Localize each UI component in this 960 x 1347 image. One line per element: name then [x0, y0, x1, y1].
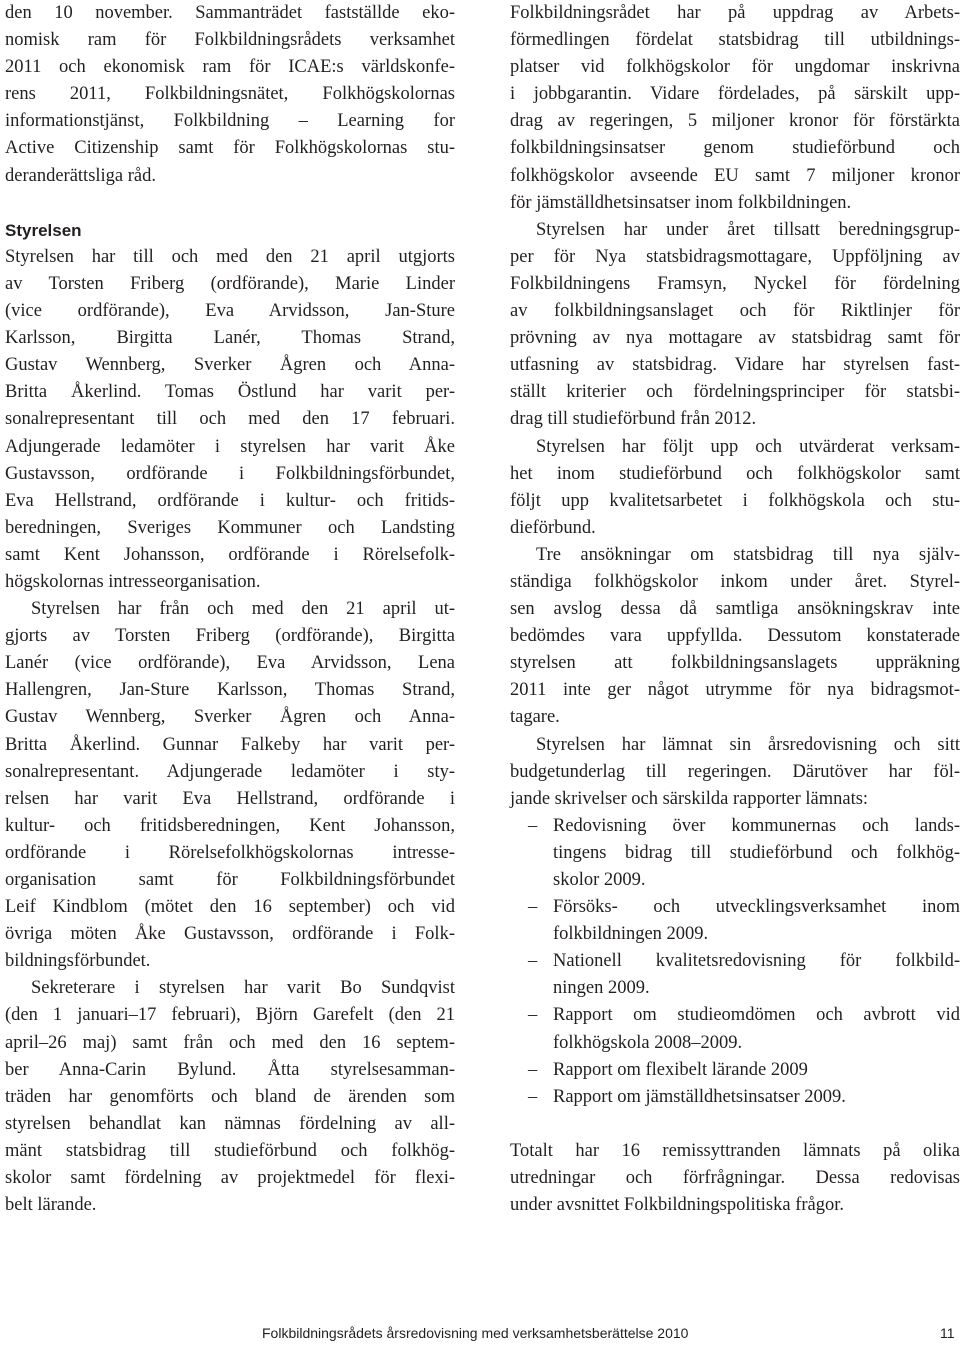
- text-line: tagare.: [510, 707, 560, 728]
- text-line: relsen har varit Eva Hellstrand, ordförande i: [5, 788, 455, 809]
- text-line: träden har genomförts och bland de ärenden som: [5, 1086, 455, 1107]
- text-line: Styrelsen har under året tillsatt beredningsgrup-: [536, 219, 960, 240]
- closing-paragraph: [510, 1138, 960, 1219]
- text-line: budgetunderlag till regeringen. Därutöver har föl-: [510, 761, 960, 782]
- text-line: drag till studieförbund från 2012.: [510, 409, 757, 430]
- text-line: dieförbund.: [510, 517, 596, 538]
- list-item: [510, 948, 960, 1002]
- text-line: prövning av nya mottagare av statsbidrag samt för: [510, 328, 960, 349]
- dash-bullet: –: [528, 897, 538, 918]
- dash-bullet: –: [528, 1086, 538, 1107]
- text-line: jande skrivelser och särskilda rapporter lämnats:: [510, 788, 869, 809]
- text-line: Adjungerade ledamöter i styrelsen har varit Åke: [5, 436, 455, 457]
- text-line: Styrelsen har lämnat sin årsredovisning och sitt: [536, 734, 960, 755]
- text-line: (den 1 januari–17 februari), Björn Garefelt (den 21: [5, 1005, 455, 1026]
- text-line: styrelsen behandlat kan nämnas fördelning av all-: [5, 1113, 455, 1134]
- text-line: gjorts av Torsten Friberg (ordförande), Birgitta: [5, 626, 455, 647]
- text-line: utfasning av statsbidrag. Vidare har styrelsen fast-: [510, 355, 960, 376]
- text-line: folkhögskolor avseende EU samt 7 miljoner kronor: [510, 165, 960, 186]
- list-item-text: skolor 2009.: [553, 870, 646, 890]
- text-line: följt upp kvalitetsarbetet i folkhögskola och stu-: [510, 490, 960, 511]
- text-line: högskolornas intresseorganisation.: [5, 571, 261, 592]
- text-line: samt Kent Johansson, ordförande i Rörelsefolk-: [5, 544, 455, 565]
- text-line: Leif Kindblom (mötet den 16 september) och vid: [5, 897, 455, 918]
- text-line: Sekreterare i styrelsen har varit Bo Sundqvist: [31, 978, 455, 999]
- text-line: Styrelsen har till och med den 21 april utgjorts: [5, 246, 455, 267]
- dash-bullet: –: [528, 1005, 538, 1026]
- left-column: [5, 0, 455, 1219]
- text-line: bildningsförbundet.: [5, 951, 151, 972]
- text-line: Lanér (vice ordförande), Eva Arvidsson, Lena: [5, 653, 455, 674]
- dash-bullet: –: [528, 951, 538, 972]
- board-paragraphs: [5, 244, 455, 1219]
- text-line: i jobbgarantin. Vidare fördelades, på särskilt upp-: [510, 84, 960, 105]
- text-line: rens 2011, Folkbildningsnätet, Folkhögskolornas: [5, 84, 455, 105]
- spacer: [5, 190, 455, 217]
- list-item-text: Rapport om flexibelt lärande 2009: [553, 1059, 808, 1080]
- text-line: ställt kriterier och fördelningsprinciper för statsbi-: [510, 382, 960, 403]
- list-item-text: Rapport om jämställdhetsinsatser 2009.: [553, 1086, 846, 1107]
- text-line: organisation samt för Folkbildningsförbundet: [5, 870, 455, 890]
- footer-title: Folkbildningsrådets årsredovisning med verksamhetsberättelse 2010: [262, 1325, 689, 1341]
- text-line: sonalrepresentant till och med den 17 februari.: [5, 409, 455, 430]
- text-line: (vice ordförande), Eva Arvidsson, Jan-Sture: [5, 301, 455, 322]
- dash-bullet: –: [528, 815, 538, 836]
- text-line: informationstjänst, Folkbildning – Learning for: [5, 111, 455, 132]
- text-line: Hallengren, Jan-Sture Karlsson, Thomas Strand,: [5, 680, 455, 701]
- text-line: Karlsson, Birgitta Lanér, Thomas Strand,: [5, 328, 455, 349]
- text-line: av Torsten Friberg (ordförande), Marie Linder: [5, 273, 455, 294]
- text-line: kultur- och fritidsberedningen, Kent Johansson,: [5, 815, 455, 836]
- text-line: övriga möten Åke Gustavsson, ordförande i Folk-: [5, 924, 455, 945]
- text-line: styrelsen att folkbildningsanslagets uppräkning: [510, 653, 960, 674]
- list-item-text: folkhögskola 2008–2009.: [553, 1032, 743, 1053]
- list-item: [510, 1084, 960, 1111]
- right-paragraphs: [510, 0, 960, 813]
- list-item: [510, 813, 960, 894]
- text-line: beredningen, Sveriges Kommuner och Landsting: [5, 517, 455, 538]
- text-line: under avsnittet Folkbildningspolitiska frågor.: [510, 1195, 844, 1216]
- list-item-text: Rapport om studieomdömen och avbrott vid: [553, 1005, 960, 1026]
- text-line: mänt statsbidrag till studieförbund och folkhög-: [5, 1140, 455, 1161]
- right-column: [510, 0, 960, 1219]
- text-line: sonalrepresentant. Adjungerade ledamöter i sty-: [5, 761, 455, 782]
- list-item-text: tingens bidrag till studieförbund och folkhög-: [553, 842, 960, 863]
- text-line: platser vid folkhögskolor för ungdomar inskrivna: [510, 57, 960, 78]
- text-line: deranderättsliga råd.: [5, 165, 157, 186]
- text-line: drag av regeringen, 5 miljoner kronor för förstärkta: [510, 111, 960, 132]
- text-line: ständiga folkhögskolor inkom under året. Styrel-: [510, 571, 960, 592]
- text-line: ordförande i Rörelsefolkhögskolornas intresse-: [5, 842, 455, 863]
- list-item: [510, 894, 960, 948]
- text-line: Eva Hellstrand, ordförande i kultur- och fritids-: [5, 490, 455, 511]
- text-line: Gustav Wennberg, Sverker Ågren och Anna-: [5, 707, 455, 728]
- text-line: av folkbildningsanslaget och för Riktlinjer för: [510, 301, 960, 322]
- text-line: april–26 maj) samt från och med den 16 septem-: [5, 1032, 455, 1053]
- text-line: Britta Åkerlind. Tomas Östlund har varit per-: [5, 382, 455, 403]
- list-item-text: ningen 2009.: [553, 978, 650, 999]
- text-line: utredningar och förfrågningar. Dessa redovisas: [510, 1168, 960, 1189]
- text-line: Folkbildningens Framsyn, Nyckel för fördelning: [510, 273, 960, 294]
- list-item: [510, 1057, 960, 1084]
- list-item-text: Redovisning över kommunernas och lands-: [553, 815, 960, 836]
- report-list: [510, 813, 960, 1111]
- text-line: Gustav Wennberg, Sverker Ågren och Anna-: [5, 355, 455, 376]
- text-line: Gustavsson, ordförande i Folkbildningsförbundet,: [5, 463, 455, 484]
- text-line: bedömdes vara uppfyllda. Dessutom konstaterade: [510, 626, 960, 647]
- list-item-text: Nationell kvalitetsredovisning för folkbild-: [553, 951, 960, 972]
- intro-paragraph: [5, 0, 455, 190]
- text-line: Britta Åkerlind. Gunnar Falkeby har varit per-: [5, 734, 455, 755]
- page-footer: [0, 1325, 960, 1347]
- dash-bullet: –: [528, 1059, 538, 1080]
- text-line: förmedlingen fördelat statsbidrag till utbildnings-: [510, 30, 960, 51]
- text-line: Styrelsen har från och med den 21 april ut-: [31, 599, 455, 620]
- spacer: [510, 1111, 960, 1138]
- text-line: 2011 och ekonomisk ram för ICAE:s världskonfe-: [5, 57, 455, 78]
- text-line: Totalt har 16 remissyttranden lämnats på olika: [510, 1140, 960, 1161]
- text-line: skolor samt fördelning av projektmedel för flexi-: [5, 1168, 455, 1189]
- text-line: sen avslog dessa då samtliga ansökningskrav inte: [510, 599, 960, 620]
- text-line: Active Citizenship samt för Folkhögskolornas stu-: [5, 138, 455, 159]
- text-line: för jämställdhetsinsatser inom folkbildningen.: [510, 192, 852, 213]
- text-line: Styrelsen har följt upp och utvärderat verksam-: [536, 436, 960, 457]
- text-line: den 10 november. Sammanträdet fastställde eko-: [5, 3, 455, 23]
- text-line: Folkbildningsrådet har på uppdrag av Arbets-: [510, 3, 960, 23]
- list-item-text: Försöks- och utvecklingsverksamhet inom: [553, 897, 960, 918]
- list-item: [510, 1002, 960, 1056]
- text-line: Tre ansökningar om statsbidrag till nya själv-: [536, 544, 960, 565]
- list-item-text: folkbildningen 2009.: [553, 924, 709, 945]
- text-line: het inom studieförbund och folkhögskolor samt: [510, 463, 960, 484]
- section-heading: Styrelsen: [5, 220, 82, 240]
- text-line: ber Anna-Carin Bylund. Åtta styrelsesamman-: [5, 1059, 455, 1080]
- text-line: belt lärande.: [5, 1195, 97, 1216]
- text-line: per för Nya statsbidragsmottagare, Uppföljning av: [510, 246, 960, 267]
- text-line: folkbildningsinsatser genom studieförbund och: [510, 138, 960, 159]
- page-number: 11: [940, 1325, 955, 1341]
- text-line: 2011 inte ger något utrymme för nya bidragsmot-: [510, 680, 960, 701]
- text-line: nomisk ram för Folkbildningsrådets verksamhet: [5, 30, 455, 51]
